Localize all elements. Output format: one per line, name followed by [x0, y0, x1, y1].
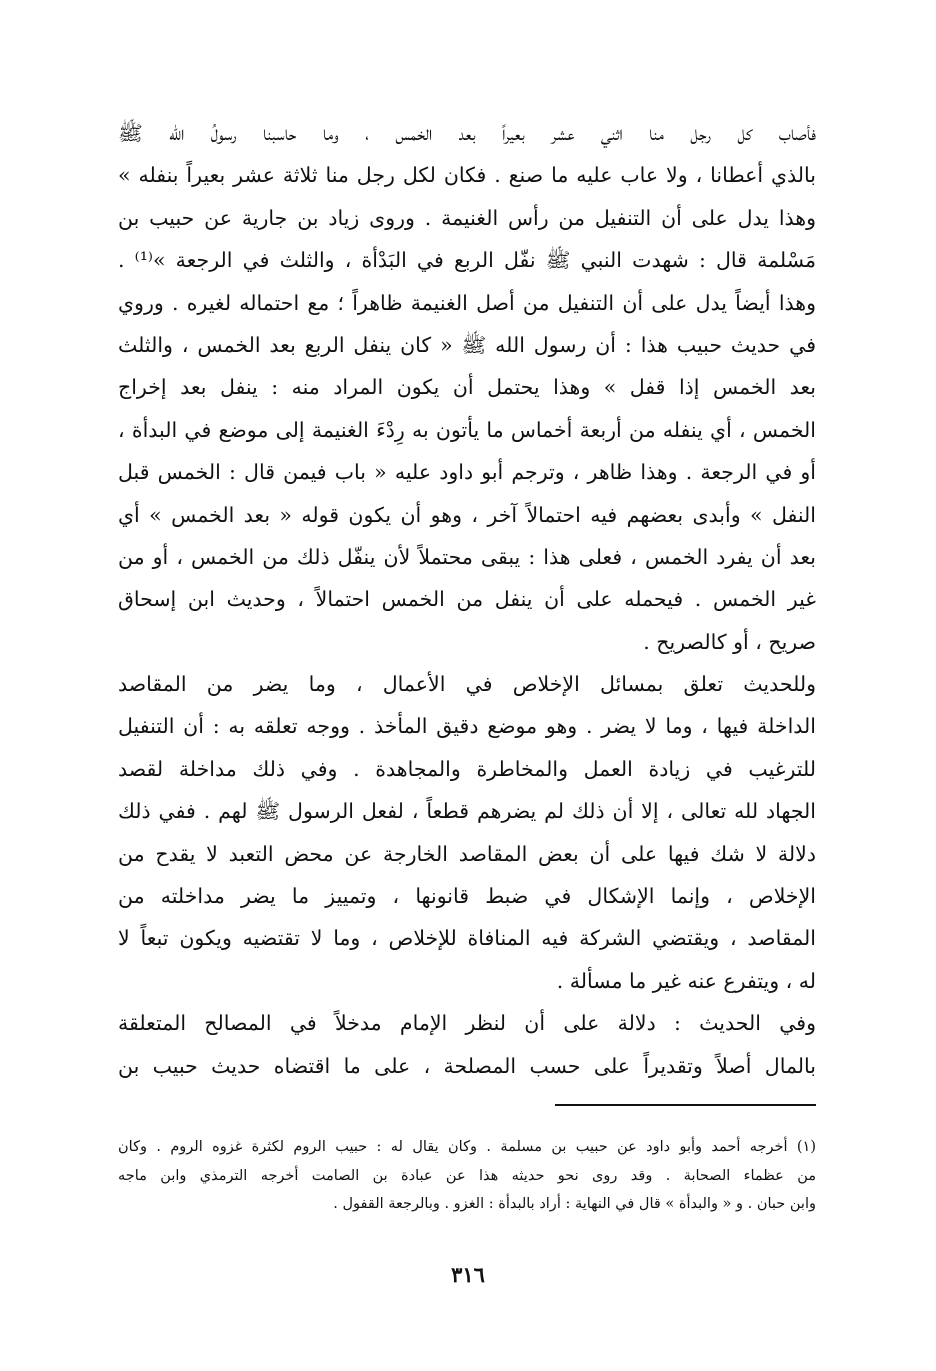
text-line: الإخلاص ، وإنما الإشكال في ضبط قانونها ، وتمييز ما يضر مداخلته من	[118, 884, 816, 909]
text-line: الخمس ، أي ينفله من أربعة أخماس ما يأتون به رِدْءَ الغنيمة إلى موضع في البدأة ،	[118, 417, 816, 442]
footnotes	[118, 1133, 816, 1219]
text-line: وفي الحديث : دلالة على أن لنظر الإمام مدخلاً في المصالح المتعلقة	[118, 1011, 816, 1036]
text-line: في حديث حبيب هذا : أن رسول الله ﷺ « كان ينفل الربع بعد الخمس ، والثلث	[118, 332, 816, 357]
text-line: دلالة لا شك فيها على أن بعض المقاصد الخارجة عن محض التعبد لا يقدح من	[118, 841, 816, 866]
text-line: النفل » وأبدى بعضهم فيه احتمالاً آخر ، وهو أن يكون قوله « بعد الخمس » أي	[118, 502, 816, 527]
text-line: بعد أن يفرد الخمس ، فعلى هذا : يبقى محتملاً لأن ينفّل ذلك من الخمس ، أو من	[118, 544, 816, 569]
text-line: الداخلة فيها ، وما لا يضر . وهو موضع دقيق المأخذ . ووجه تعلقه به : أن التنفيل	[118, 714, 816, 739]
text-line: الجهاد لله تعالى ، إلا أن ذلك لم يضرهم قطعاً ، لفعل الرسول ﷺ لهم . ففي ذلك	[118, 799, 816, 824]
footnote-separator	[555, 1104, 816, 1106]
text-line: مَسْلمة قال : شهدت النبي ﷺ نفّل الربع في البَدْأة ، والثلث في الرجعة »⁽¹⁾ .	[118, 248, 816, 273]
page-number: ٣١٦	[451, 1262, 485, 1287]
text-line: للترغيب في زيادة العمل والمخاطرة والمجاهدة . وفي ذلك مداخلة لقصد	[118, 756, 816, 781]
main-text	[118, 112, 816, 1087]
text-line: وهذا أيضاً يدل على أن التنفيل من أصل الغنيمة ظاهراً ؛ مع احتماله لغيره . وروي	[118, 290, 816, 315]
paragraph-end-line: له ، ويتفرع عنه غير ما مسألة .	[556, 968, 816, 993]
text-line: أو في الرجعة . وهذا ظاهر ، وترجم أبو داود عليه « باب فيمن قال : الخمس قبل	[118, 460, 816, 485]
text-line: وللحديث تعلق بمسائل الإخلاص في الأعمال ، وما يضر من المقاصد	[118, 672, 816, 697]
paragraph-end-line: صريح ، أو كالصريح .	[643, 629, 816, 654]
text-line: غير الخمس . فيحمله على أن ينفل من الخمس احتمالاً ، وحديث ابن إسحاق	[118, 587, 816, 612]
footnote-line: من عظماء الصحابة . وقد روى نحو حديثه هذا عن عبادة بن الصامت أخرجه الترمذي وابن ماجه	[118, 1167, 816, 1184]
text-line: بالمال أصلاً وتقديراً على حسب المصلحة ، على ما اقتضاه حديث حبيب بن	[118, 1053, 816, 1078]
footnote-line: وابن حبان . و « والبدأة » قال في النهاية : أراد بالبدأة : الغزو . وبالرجعة القفول .	[333, 1196, 816, 1212]
text-line: المقاصد ، ويقتضي الشركة فيه المنافاة للإخلاص ، وما لا تقتضيه ويكون تبعاً لا	[118, 926, 816, 951]
text-line: وهذا يدل على أن التنفيل من رأس الغنيمة . وروى زياد بن جارية عن حبيب بن	[118, 205, 816, 230]
text-line: بالذي أعطانا ، ولا عاب عليه ما صنع . فكان لكل رجل منا ثلاثة عشر بعيراً بنفله »	[118, 163, 816, 188]
text-line: فأصاب كل رجل منا اثني عشر بعيراً بعد الخمس ، وما حاسبنا رسولُ الله ﷺ	[118, 121, 816, 145]
footnote-line: (١) أخرجه أحمد وأبو داود عن حبيب بن مسلمة . وكان يقال له : حبيب الروم لكثرة غزوه الروم . وكان	[118, 1139, 816, 1155]
text-line: بعد الخمس إذا قفل » وهذا يحتمل أن يكون المراد منه : ينفل بعد إخراج	[118, 375, 816, 400]
